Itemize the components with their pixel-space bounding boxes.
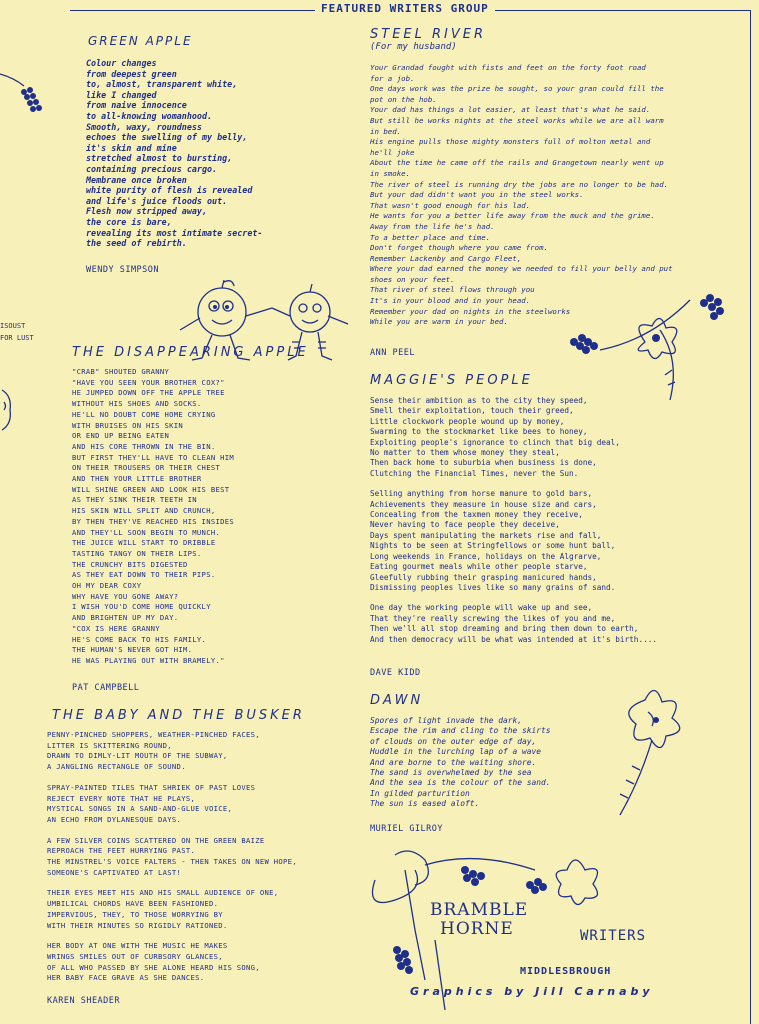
poem-subtitle: (For my husband) [370, 42, 457, 52]
poem-author: DAVE KIDD [370, 668, 421, 678]
partial-figure-illustration [0, 388, 14, 432]
poem-stanza: PENNY-PINCHED SHOPPERS, WEATHER-PINCHED FACES, LITTER IS SKITTERING ROUND, DRAWN TO DIMLY-LIT MOUTH OF THE SUBWAY, A JANGLING RECTANGLE OF SOUND. [47, 730, 260, 772]
poem-maggies-people-body [370, 396, 750, 645]
poem-stanza: A FEW SILVER COINS SCATTERED ON THE GREEN BAIZE REPROACH THE FEET HURRYING PAST. THE MINSTREL'S VOICE FALTERS - THEN TAKES ON NEW HOPE, SOMEONE'S CAPTIVATED AT LAST! [47, 835, 297, 877]
poem-green-apple [88, 34, 328, 48]
poem-title: THE BABY AND THE BUSKER [52, 708, 305, 723]
poem-stanza: SPRAY-PAINTED TILES THAT SHRIEK OF PAST LOVES REJECT EVERY NOTE THAT HE PLAYS, MYSTICAL SONGS IN A SAND-AND-GLUE VOICE, AN ECHO FROM DYLANESQUE DAYS. [47, 782, 256, 824]
poem-stanza: Sense their ambition as to the city they speed, Smell their exploitation, touch their greed, Little clockwork people wound up by money, Swarming to the stockmarket like bees to honey, Exploiting people's ignorance to clinch that big deal, No matter to them whose money they steal, Then back home to suburbia when business is done, Clutching the Financial Times, never the Sun. [370, 396, 620, 478]
poem-title: GREEN APPLE [88, 34, 193, 48]
poem-green-apple-body [86, 58, 346, 249]
edge-fragment [0, 320, 34, 344]
poem-title: STEEL RIVER [370, 27, 487, 42]
flower-stem-illustration [600, 680, 700, 820]
poem-stanza: One day the working people will wake up and see, That they're really screwing the likes of you and me, Then we'll all stop dreaming and bring them down to earth, And then democracy will be what was intended at it's birth.... [370, 603, 657, 644]
poem-text: Spores of light invade the dark, Escape the rim and cling to the skirts of clouds on the outer edge of day, Huddle in the lurching lap of a wave And are borne to the waiting shore. The sand is overwhelmed by the sea And the sea is the colour of the sand. In gilded parturition The sun is eased aloft. [370, 716, 551, 809]
poem-text: "CRAB" SHOUTED GRANNY "HAVE YOU SEEN YOUR BROTHER COX?" HE JUMPED DOWN OFF THE APPLE TREE WITHOUT HIS SHOES AND SOCKS. HE'LL NO DOUBT COME HOME CRYING WITH BRUISES ON HIS SKIN OR END UP BEING EATEN AND HIS CORE THROWN IN THE BIN. BUT FIRST THEY'LL HAVE TO CLEAN HIM ON THEIR TROUSERS OR THEIR CHEST AND THEN YOUR LITTLE BROTHER WILL SHINE GREEN AND LOOK HIS BEST AS THEY SINK THEIR TEETH IN HIS SKIN WILL SPLIT AND CRUNCH, BY THEN THEY'VE REACHED HIS INSIDES AND THEY'LL SOON BEGIN TO MUNCH. THE JUICE WILL START TO DRIBBLE TASTING TANGY ON THEIR LIPS. THE CRUNCHY BITS DIGESTED AS THEY EAT DOWN TO THEIR PIPS. OH MY DEAR COXY WHY HAVE YOU GONE AWAY? I WISH YOU'D COME HOME QUICKLY AND BRIGHTEN UP MY DAY. "COX IS HERE GRANNY HE'S COME BACK TO HIS FAMILY. THE HUMAN'S NEVER GOT HIM. HE WAS PLAYING OUT WITH BRAMELY." [72, 367, 234, 665]
poem-author: KAREN SHEADER [47, 996, 121, 1006]
blackberry-flower-illustration [560, 280, 740, 410]
poem-author: WENDY SIMPSON [86, 265, 160, 275]
poem-text: Your Grandad fought with fists and feet on the forty foot road for a job. One days work was the prize he sought, so your gran could fill the pot on the hob. Your dad has things a lot easier, at least that's what he said. But still he works nights at the steel works while we are all warm in bed. His engine pulls those mighty monsters full of molton metal and he'll joke About the time he came off the rails and Grangetown nearly went up in smoke. The river of steel is running dry the jobs are no longer to be had. But your dad didn't want you in the steel works. That wasn't good enough for his lad. He wants for you a better life away from the muck and the grime. Away from the life he's had. To a better place and time. Don't forget though where you came from. Remember Lackenby and Cargo Fleet, Where your dad earned the money we needed to fill your belly and put shoes on your feet. That river of steel flows through you It's in your blood and in your head. Remember your dad on nights in the steelworks While you are warm in your bed. [370, 63, 673, 327]
poem-author: PAT CAMPBELL [72, 683, 140, 693]
logo-bramble: BRAMBLE [430, 900, 529, 920]
poem-author: MURIEL GILROY [370, 824, 444, 834]
logo-writers: WRITERS [580, 928, 647, 944]
section-header: FEATURED WRITERS GROUP [315, 2, 495, 15]
poem-stanza: Selling anything from horse manure to gold bars, Achievements they measure in house size and cars, Concealing from the taxmen money they receive, Never having to face people they deceive, Days spent manipulating the markets rise and fall, Nights to be seen at Stringfellows or some hunt ball, Long weekends in France, holidays on the Algrarve, Eating gourmet meals while other people starve, Gleefully rubbing their grasping manicured hands, Dismissing peoples lives like so many grains of sand. [370, 489, 616, 592]
poem-title: MAGGIE'S PEOPLE [370, 373, 533, 388]
poem-stanza: HER BODY AT ONE WITH THE MUSIC HE MAKES WRINGS SMILES OUT OF CURBSORY GLANCES, OF ALL WHO PASSED BY SHE ALONE HEARD HIS SONG, HER BABY FACE GRAVE AS SHE DANCES. [47, 941, 260, 983]
poem-stanza: THEIR EYES MEET HIS AND HIS SMALL AUDIENCE OF ONE, UMBILICAL CHORDS HAVE BEEN FASHIONED. IMPERVIOUS, THEY, TO THOSE WORRYING BY WITH THEIR MINUTES SO RIGIDLY RATIONED. [47, 888, 279, 930]
logo-town: MIDDLESBROUGH [520, 966, 612, 977]
poem-title: THE DISAPPEARING APPLE [72, 345, 309, 360]
logo-horne: HORNE [440, 919, 514, 939]
poem-disappearing-apple-body [72, 367, 352, 667]
poem-text: Colour changes from deepest green to, almost, transparent white, like I changed from naive innocence to all-knowing womanhood. Smooth, waxy, roundness echoes the swelling of my belly, it's skin and mine stretched almost to bursting, containing precious cargo. Membrane once broken white purity of flesh is revealed and life's juice floods out. Flesh now stripped away, the core is bare, revealing its most intimate secret- the seed of rebirth. [86, 58, 263, 249]
poem-author: ANN PEEL [370, 348, 415, 358]
poem-dawn-body [370, 716, 610, 810]
edge-line: FOR LUST [0, 334, 34, 342]
berry-sprig-illustration [0, 60, 48, 116]
poem-title: DAWN [370, 693, 424, 708]
poem-baby-busker-body [47, 730, 367, 984]
edge-line: ISOUST [0, 322, 26, 330]
graphics-credit: Graphics by Jill Carnaby [410, 985, 654, 998]
